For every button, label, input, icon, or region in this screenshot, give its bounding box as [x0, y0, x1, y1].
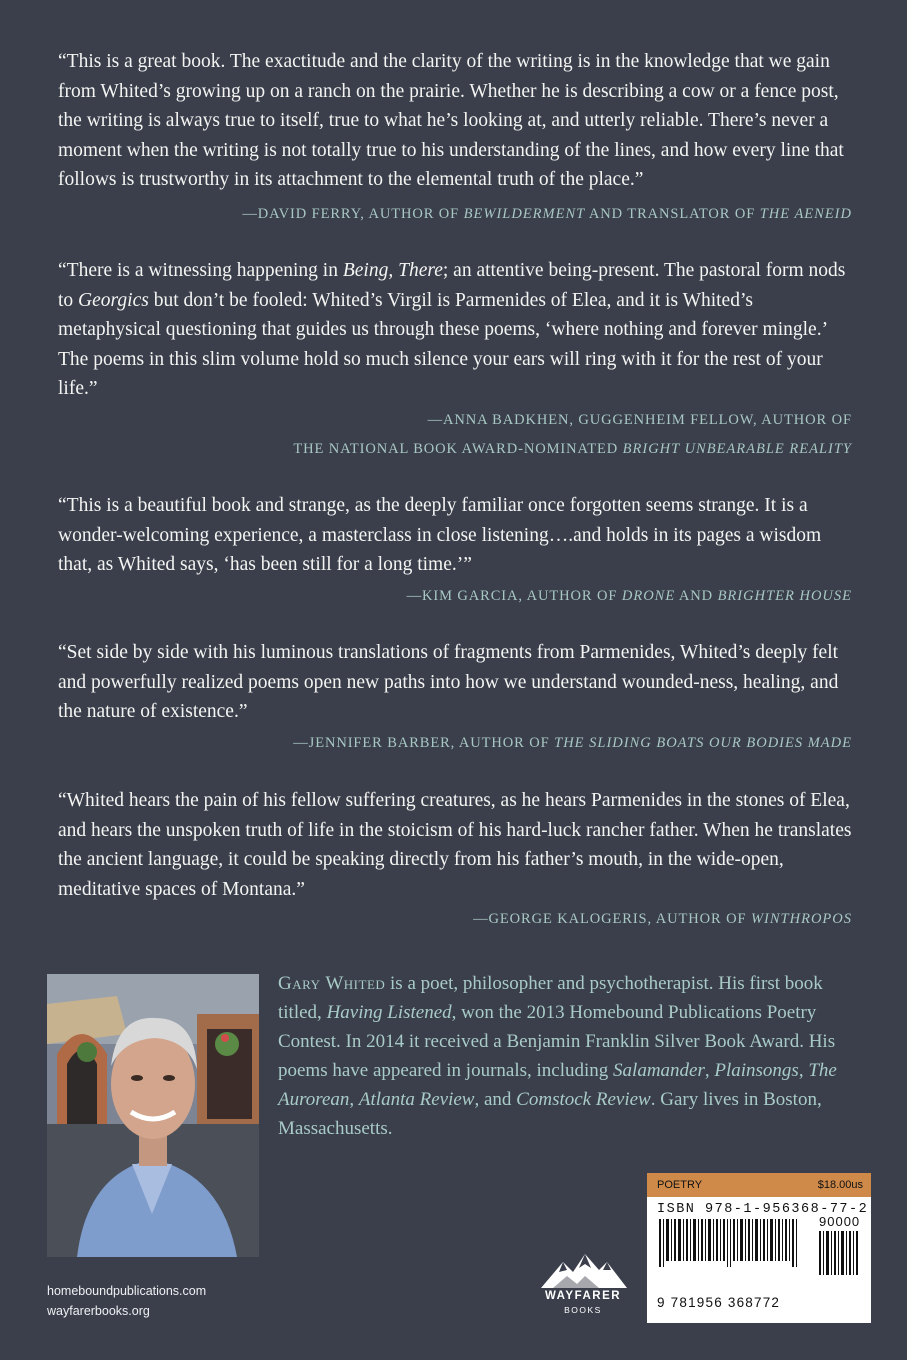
- ean-number: 9 781956 368772: [657, 1295, 781, 1310]
- publisher-urls: [47, 1281, 206, 1321]
- author-photo: [47, 974, 259, 1257]
- url-homebound[interactable]: homeboundpublications.com: [47, 1284, 207, 1298]
- logo-wordmark: WAYFARER: [544, 1290, 622, 1302]
- url-wayfarer[interactable]: wayfarerbooks.org: [47, 1304, 150, 1318]
- quote-2: “There is a witnessing happening in Being, There; an attentive being-present. The pastoral form nods to Georgics but don’t be fooled: Whited’s Virgil is Parmenides of Elea, and it is Whited’s metaphysical questioning that guides us through these poems, ‘where nothing and forever mingle.’ The poems in this slim volume hold so much silence your ears will ring with it for the rest of your life.”: [58, 260, 846, 399]
- author-name: Gary Whited: [278, 973, 386, 994]
- quote-5: “Whited hears the pain of his fellow suffering creatures, as he hears Parmenides in the stones of Elea, and hears the unspoken truth of life in the stoicism of his hard-luck rancher father. When he translates the ancient language, it could be speaking directly from his father’s mouth, in the wide-open, meditative spaces of Montana.”: [58, 790, 852, 900]
- quote-3-attribution: —KIM GARCIA, AUTHOR OF DRONE AND BRIGHTER HOUSE: [406, 588, 852, 604]
- author-bio: Gary Whited is a poet, philosopher and psychotherapist. His first book titled, Having Listened, won the 2013 Homebound Publications Poetry Contest. In 2014 it received a Benjamin Franklin Silver Book Award. His poems have appeared in journals, including Salamander, Plainsongs, The Aurorean, Atlanta Review, and Comstock Review. Gary lives in Boston, Massachusetts.: [278, 973, 837, 1139]
- isbn-barcode: [647, 1173, 871, 1323]
- quote-4: “Set side by side with his luminous translations of fragments from Parmenides, Whited’s deeply felt and powerfully realized poems open new paths into how we understand wounded-ness, healing, and the nature of existence.”: [58, 642, 839, 722]
- quote-5-attribution: —GEORGE KALOGERIS, AUTHOR OF WINTHROPOS: [473, 911, 852, 927]
- quote-1-attribution: —DAVID FERRY, AUTHOR OF BEWILDERMENT AND TRANSLATOR OF THE AENEID: [242, 206, 852, 222]
- quote-4-attribution: —JENNIFER BARBER, AUTHOR OF THE SLIDING BOATS OUR BODIES MADE: [293, 735, 852, 751]
- wayfarer-logo: [533, 1250, 633, 1320]
- category-label: POETRY: [657, 1179, 703, 1191]
- quote-2-attribution: —ANNA BADKHEN, GUGGENHEIM FELLOW, AUTHOR OF THE NATIONAL BOOK AWARD-NOMINATED BRIGHT UNBEARABLE REALITY: [293, 412, 852, 457]
- mountain-icon: [533, 1250, 633, 1290]
- logo-subtitle: BOOKS: [564, 1305, 602, 1315]
- price-label: $18.00us: [817, 1179, 863, 1191]
- quote-1-text: “This is a great book. The exactitude and the clarity of the writing is in the knowledge that we gain from Whited’s growing up on a ranch on the prairie. Whether he is describing a cow or a fence post, the writing is always true to itself, true to what he’s looking at, and utterly reliable. There’s never a moment when the writing is not totally true to his understanding of the lines, and how every line that follows is trustworthy in its attachment to the elemental truth of the place.”: [58, 51, 844, 190]
- quote-3: “This is a beautiful book and strange, as the deeply familiar once forgotten seems strange. It is a wonder-welcoming experience, a masterclass in close listening….and holds in its pages a wisdom that, as Whited says, ‘has been still for a long time.’”: [58, 495, 822, 575]
- author-photo-illustration: [47, 974, 259, 1257]
- quote-1: [58, 47, 858, 195]
- isbn-text: ISBN 978-1-956368-77-2: [657, 1202, 869, 1217]
- addon-code: 90000: [819, 1214, 861, 1229]
